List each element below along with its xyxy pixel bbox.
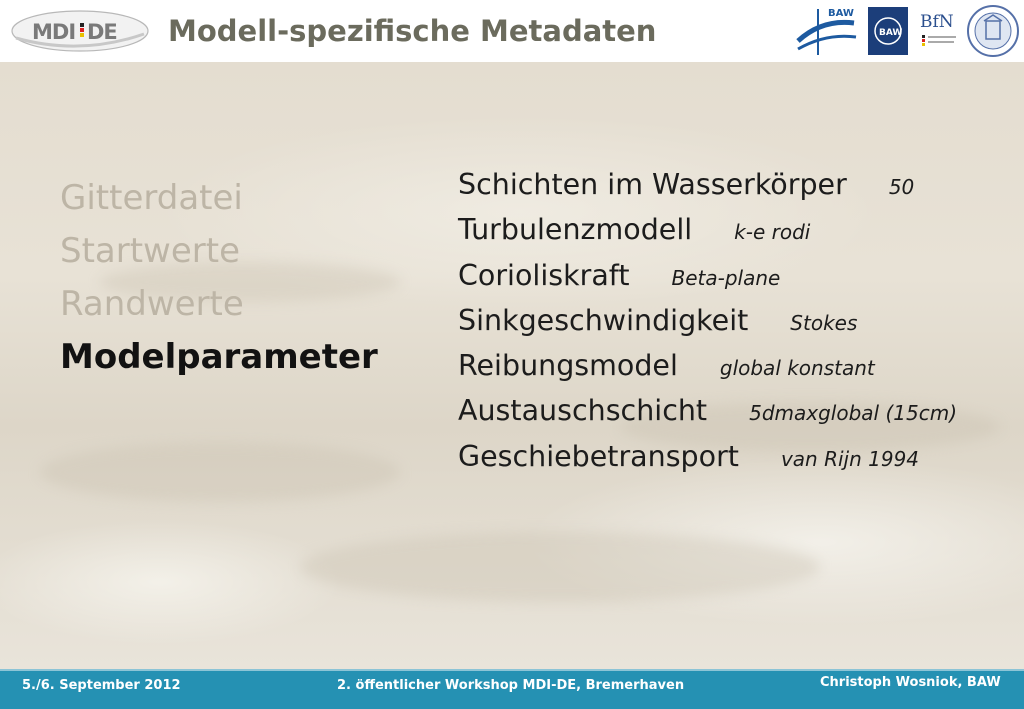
section-nav (60, 172, 378, 384)
parameter-item (458, 213, 957, 258)
baw-square-logo-text: BAW (879, 28, 903, 38)
slide-header (0, 0, 1024, 62)
slide-title: Modell-spezifische Metadaten (168, 14, 657, 48)
footer-event: 2. öffentlicher Workshop MDI-DE, Bremerhaven (337, 678, 685, 693)
footer-divider (0, 669, 1024, 671)
bfn-logo (914, 3, 964, 59)
parameter-item (458, 259, 957, 304)
parameter-name: Reibungsmodel (458, 349, 678, 383)
parameter-value: 50 (888, 175, 915, 199)
parameter-list (458, 168, 957, 485)
parameter-item (458, 440, 957, 485)
nav-item-modelparameter[interactable]: Modelparameter (60, 337, 378, 377)
parameter-name: Corioliskraft (458, 258, 630, 292)
nav-item-gitterdatei[interactable]: Gitterdatei (60, 178, 243, 218)
parameter-name: Austauschschicht (458, 394, 708, 428)
svg-text:MDI: MDI (32, 20, 76, 44)
parameter-value: Stokes (790, 310, 858, 335)
bfn-logo-text: BfN (920, 12, 954, 32)
parameter-item (458, 304, 957, 349)
parameter-name: Sinkgeschwindigkeit (458, 303, 749, 337)
parameter-name: Schichten im Wasserkörper (458, 168, 847, 201)
baw-square-logo (866, 3, 910, 59)
background-wave (40, 442, 400, 502)
partner-logos (792, 3, 1020, 59)
parameter-item (458, 349, 957, 394)
svg-text:DE: DE (87, 20, 117, 44)
mdi-de-logo (10, 8, 150, 54)
parameter-value: van Rijn 1994 (780, 446, 920, 471)
parameter-name: Geschiebetransport (458, 439, 739, 473)
footer-author: Christoph Wosniok, BAW (820, 675, 1001, 690)
parameter-value: k-e rodi (734, 220, 811, 245)
parameter-item (458, 168, 957, 213)
university-seal-logo (966, 3, 1020, 59)
parameter-value: global konstant (719, 356, 875, 381)
slide-body (0, 62, 1024, 669)
parameter-item (458, 394, 957, 439)
parameter-value: 5dmaxglobal (15cm) (749, 401, 957, 426)
baw-logo (792, 3, 862, 59)
nav-item-randwerte[interactable]: Randwerte (60, 284, 244, 324)
nav-item-startwerte[interactable]: Startwerte (60, 231, 241, 271)
baw-logo-text: BAW (828, 8, 854, 19)
parameter-name: Turbulenzmodell (458, 213, 693, 247)
footer-date: 5./6. September 2012 (22, 678, 181, 693)
parameter-value: Beta-plane (671, 265, 781, 290)
background-wave (300, 532, 820, 602)
